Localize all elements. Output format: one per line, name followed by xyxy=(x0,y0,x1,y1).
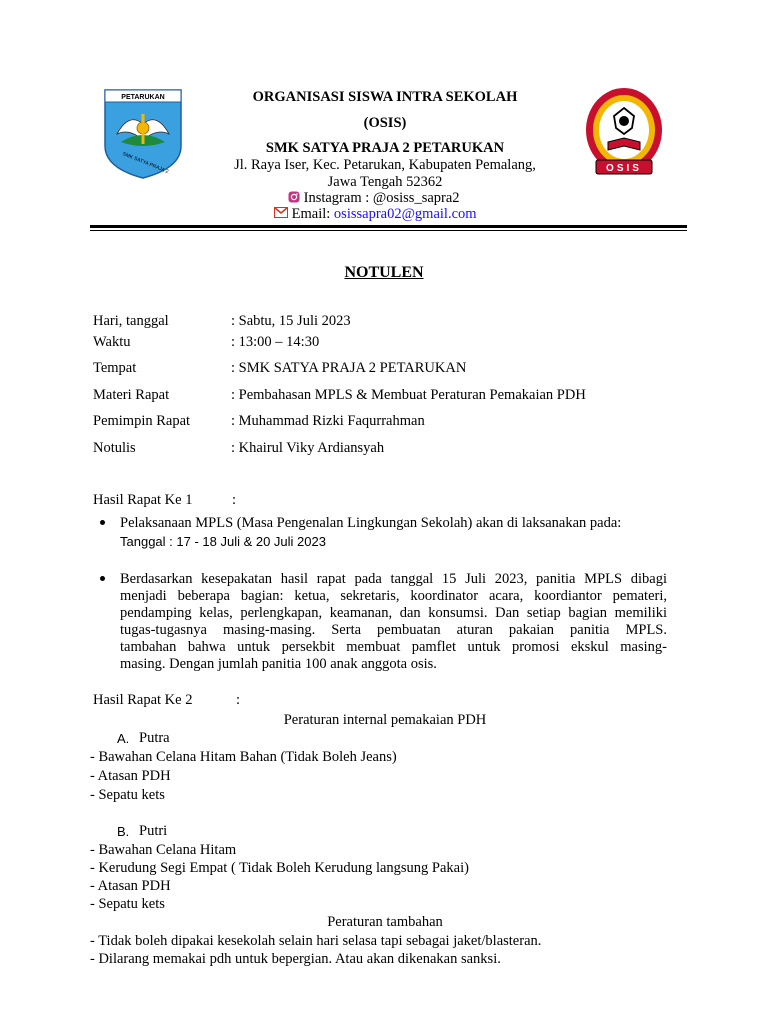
email-line xyxy=(274,205,477,223)
meta-label-leader: Pemimpin Rapat xyxy=(93,413,191,429)
instagram-icon xyxy=(288,191,300,203)
putri-marker: B. xyxy=(117,824,130,839)
putri-label: Putri xyxy=(139,823,168,839)
putra-item-1: - Bawahan Celana Hitam Bahan (Tidak Boleh Jeans) xyxy=(90,749,397,765)
page-title: NOTULEN xyxy=(344,264,424,281)
org-name: ORGANISASI SISWA INTRA SEKOLAH xyxy=(252,89,518,105)
instagram-handle: Instagram : @osiss_sapra2 xyxy=(303,190,460,206)
result-1-bullet-2-line-5: tambahan bahwa untuk persekbit membuat pamflet untuk promosi ekskul masing- xyxy=(120,639,667,655)
meta-value-date: : Sabtu, 15 Juli 2023 xyxy=(231,313,351,329)
putri-item-4: - Sepatu kets xyxy=(90,896,165,912)
result-1-bullet-2-line-6: masing. Dengan jumlah panitia 100 anak anggota osis. xyxy=(120,656,437,672)
svg-text:SMK SATYA PRAJA 2: SMK SATYA PRAJA 2 xyxy=(121,151,170,176)
bullet-dot xyxy=(100,576,105,581)
meta-value-place: : SMK SATYA PRAJA 2 PETARUKAN xyxy=(231,360,467,376)
letterhead-rule-thin xyxy=(90,230,687,231)
school-name: SMK SATYA PRAJA 2 PETARUKAN xyxy=(265,140,505,156)
gmail-icon xyxy=(274,207,288,218)
org-abbr: (OSIS) xyxy=(363,115,407,131)
meta-value-notetaker: : Khairul Viky Ardiansyah xyxy=(231,440,385,456)
putri-item-1: - Bawahan Celana Hitam xyxy=(90,842,237,858)
putra-marker: A. xyxy=(117,731,130,746)
result-1-bullet-2-line-4: tugas-tugasnya masing-masing. Serta pembuatan aturan pakaian panitia MPLS. xyxy=(120,622,667,638)
meta-value-leader: : Muhammad Rizki Faqurrahman xyxy=(231,413,425,429)
additional-rule-2: - Dilarang memakai pdh untuk bepergian. Atau akan dikenakan sanksi. xyxy=(90,951,501,967)
additional-rule-1: - Tidak boleh dipakai kesekolah selain hari selasa tapi sebagai jaket/blasteran. xyxy=(90,933,542,949)
result-1-bullet-1-line-2: Tanggal : 17 - 18 Juli & 20 Juli 2023 xyxy=(120,534,326,549)
email-label: Email: xyxy=(291,206,334,222)
meta-label-time: Waktu xyxy=(93,334,131,350)
additional-rules-title: Peraturan tambahan xyxy=(327,914,443,930)
svg-text:PETARUKAN: PETARUKAN xyxy=(121,94,165,101)
email-link[interactable]: osissapra02@gmail.com xyxy=(333,206,477,222)
putra-item-3: - Sepatu kets xyxy=(90,787,165,803)
putri-item-3: - Atasan PDH xyxy=(90,878,171,894)
result-1-bullet-1-line-1: Pelaksanaan MPLS (Masa Pengenalan Lingkungan Sekolah) akan di laksanakan pada: xyxy=(120,515,622,531)
result-1-bullet-2-line-2: menjadi beberapa bagian: ketua, sekretaris, koordinator acara, koordiantor pemateri, xyxy=(120,588,667,604)
bullet-dot xyxy=(100,520,105,525)
meta-label-notetaker: Notulis xyxy=(93,440,136,456)
putra-label: Putra xyxy=(139,730,170,746)
putri-item-2: - Kerudung Segi Empat ( Tidak Boleh Kerudung langsung Pakai) xyxy=(90,860,469,876)
result-1-label: Hasil Rapat Ke 1 xyxy=(93,492,193,508)
meta-value-topic: : Pembahasan MPLS & Membuat Peraturan Pemakaian PDH xyxy=(231,387,586,403)
result-1-bullet-2-line-3: pendamping kelas, perlengkapan, keamanan, dan konsumsi. Dan setiap bagian memiliki xyxy=(120,605,667,621)
meta-value-time: : 13:00 – 14:30 xyxy=(231,334,320,350)
result-2-colon: : xyxy=(236,692,241,708)
result-1-colon: : xyxy=(232,492,237,508)
putra-item-2: - Atasan PDH xyxy=(90,768,171,784)
result-2-label: Hasil Rapat Ke 2 xyxy=(93,692,193,708)
result-1-bullet-2-line-1: Berdasarkan kesepakatan hasil rapat pada tanggal 15 Juli 2023, panitia MPLS dibagi xyxy=(120,571,667,587)
address-line-2: Jawa Tengah 52362 xyxy=(327,174,443,190)
svg-text:OSIS: OSIS xyxy=(606,163,642,174)
meta-label-place: Tempat xyxy=(93,360,137,376)
osis-logo xyxy=(582,84,666,184)
result-2-subtitle: Peraturan internal pemakaian PDH xyxy=(283,712,487,728)
letterhead-rule-thick xyxy=(90,225,687,228)
school-logo xyxy=(103,88,183,180)
address-line-1: Jl. Raya Iser, Kec. Petarukan, Kabupaten Pemalang, xyxy=(234,157,536,173)
meta-label-topic: Materi Rapat xyxy=(93,387,170,403)
meta-label-date: Hari, tanggal xyxy=(93,313,169,329)
